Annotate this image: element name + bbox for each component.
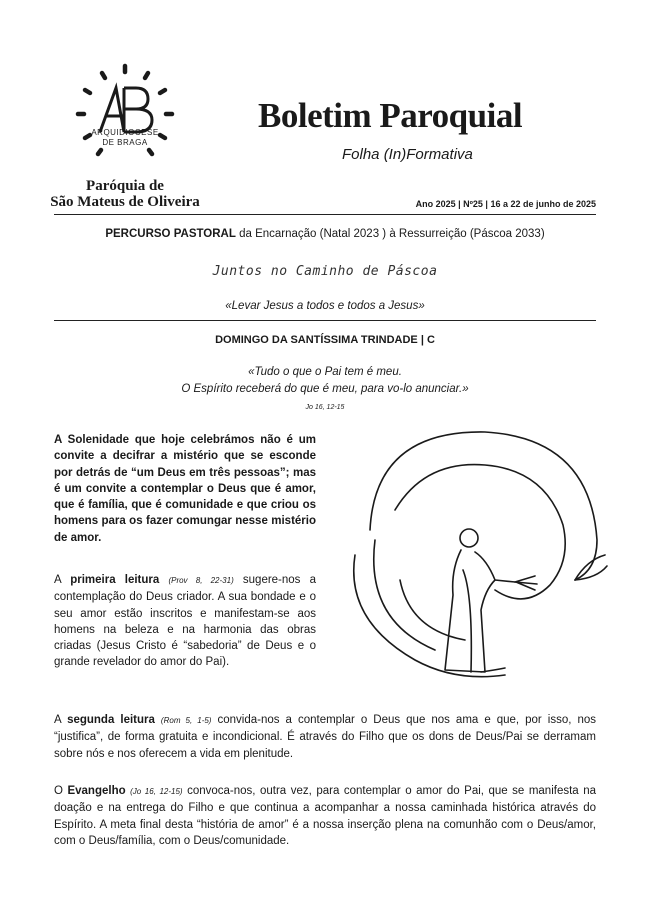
gospel-quote-line1: «Tudo o que o Pai tem é meu. bbox=[248, 366, 402, 378]
parish-name-line1: Paróquia de bbox=[86, 178, 164, 194]
gospel-text: convoca-nos, outra vez, para contemplar o amor do Pai, que se manifesta na doação e na entrega do Filho e que continua a acompanhar a nossa caminhada histórica através do Espírito. A meta final desta “história de amor” é a nossa inserção plena na comunhão com o Deus/amor, com o Deus/família, com o Deus/comunidade. bbox=[54, 785, 596, 847]
issue-info: Ano 2025 | Nº25 | 16 a 22 de junho de 2025 bbox=[415, 199, 596, 209]
archdiocese-logo bbox=[70, 62, 180, 182]
sunday-title: DOMINGO DA SANTÍSSIMA TRINDADE | C bbox=[215, 334, 435, 346]
divider-top bbox=[54, 214, 596, 215]
pastoral-path-text: da Encarnação (Natal 2023 ) à Ressurreição (Páscoa 2033) bbox=[235, 228, 545, 240]
first-reading-prefix: A bbox=[54, 574, 71, 586]
gospel-quote-line2: O Espírito receberá do que é meu, para vo-lo anunciar.» bbox=[181, 383, 469, 395]
divider-middle bbox=[54, 320, 596, 321]
pastoral-theme: Juntos no Caminho de Páscoa bbox=[212, 264, 438, 279]
second-reading-reference: (Rom 5, 1-5) bbox=[160, 716, 212, 725]
gospel-prefix: O bbox=[54, 785, 68, 797]
parish-name-line2: São Mateus de Oliveira bbox=[50, 194, 200, 210]
pastoral-motto: «Levar Jesus a todos e todos a Jesus» bbox=[225, 300, 425, 312]
archdiocese-name-line2: DE BRAGA bbox=[102, 138, 148, 147]
bulletin-subtitle: Folha (In)Formativa bbox=[342, 146, 473, 163]
first-reading-label: primeira leitura bbox=[70, 574, 160, 586]
second-reading-label: segunda leitura bbox=[67, 714, 155, 726]
gospel-paragraph bbox=[54, 783, 596, 849]
gospel-reference: (Jo 16, 12-15) bbox=[130, 787, 183, 796]
trinity-illustration bbox=[335, 420, 610, 700]
second-reading-paragraph bbox=[54, 712, 596, 762]
first-reading-paragraph bbox=[54, 572, 316, 671]
pastoral-path bbox=[54, 228, 596, 240]
bulletin-title: Boletim Paroquial bbox=[258, 96, 523, 135]
archdiocese-name-line1: ARQUIDIOCESE bbox=[91, 128, 159, 137]
intro-paragraph: A Solenidade que hoje celebrámos não é um convite a decifrar a mistério que se esconde por detrás de “um Deus em três pessoas”; mas é um convite a contemplar o Deus que é amor, que é família, que é comunidade e que criou os homens para os fazer comungar nesse mistério de amor. bbox=[54, 434, 316, 544]
second-reading-prefix: A bbox=[54, 714, 68, 726]
pastoral-path-label: PERCURSO PASTORAL bbox=[105, 228, 236, 240]
second-reading-text: convida-nos a contemplar o Deus que nos ama e que, por isso, nos “justifica”, de forma gratuita e incondicional. É através do Filho que os dons de Deus/Pai se derramam sobre nós e nos oferecem a vida em plenitude. bbox=[54, 714, 596, 760]
gospel-quote-reference: Jo 16, 12-15 bbox=[305, 404, 345, 411]
first-reading-reference: (Prov 8, 22-31) bbox=[168, 576, 234, 585]
first-reading-text: sugere-nos a contemplação do Deus criador. A sua bondade e o seu amor estão inscritos e manifestam-se aos homens na beleza e na harmonia das obras criadas (Jesus Cristo é “sabedoria” de Deus e o grande revelador do amor do Pai). bbox=[54, 574, 316, 669]
gospel-label: Evangelho bbox=[67, 785, 126, 797]
